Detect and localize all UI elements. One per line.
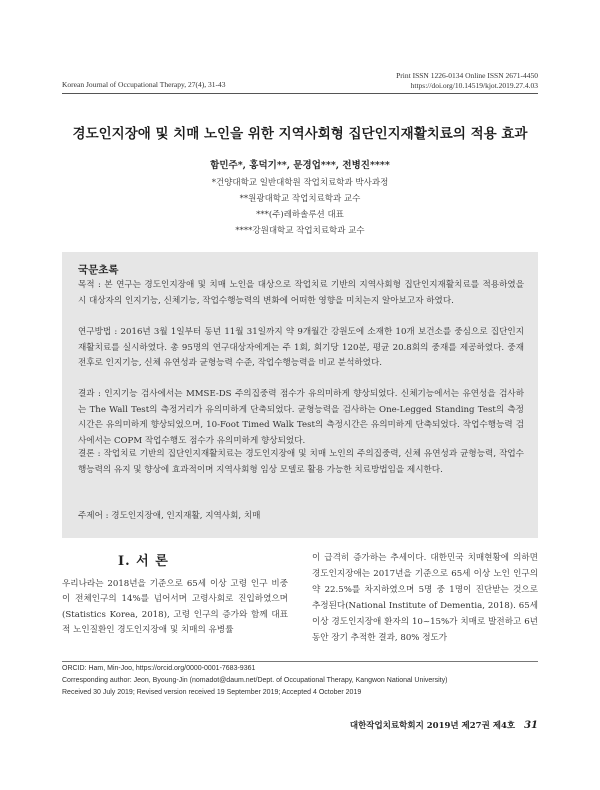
keywords: 주제어 : 경도인지장애, 인지재활, 지역사회, 치매	[78, 511, 261, 521]
affiliation-1: *건양대학교 일반대학원 작업치료학과 박사과정	[211, 178, 389, 188]
paper-title: 경도인지장애 및 치매 노인을 위한 지역사회형 집단인지재활치료의 적용 효과	[72, 126, 528, 142]
intro-right-column: 이 급격히 증가하는 추세이다. 대한민국 치매현황에 의하면 경도인지장애는 2017년을 기준으로 65세 이상 노인 인구의 약 22.5%를 차지하였으며 5명 중 1명이 진단받는 것으로 추정된다(National Institute of Dementia, 2018). 65세 이상 경도인지장애 환자의 10~15%가 치매로 발전하고 6년 동안 장기 추적한 결과, 80% 정도가	[312, 553, 538, 643]
received-dates-footnote: Received 30 July 2019; Revised version received 19 September 2019; Accepted 4 October 2019	[62, 689, 362, 696]
doi-link[interactable]: https://doi.org/10.14519/kjot.2019.27.4.03	[410, 81, 538, 90]
intro-left-column: 우리나라는 2018년을 기준으로 65세 이상 고령 인구 비중이 전체인구의 14%를 넘어서며 고령사회로 진입하였으며(Statistics Korea, 2018), 고령 인구의 증가와 함께 대표적 노인질환인 경도인지장애 및 치매의 유병률	[62, 579, 288, 635]
affiliation-4: ****강원대학교 작업치료학과 교수	[235, 226, 365, 236]
abstract-conclusion: 결론 : 작업치료 기반의 집단인지재활치료는 경도인지장애 및 치매 노인의 주의집중력, 신체 유연성과 균형능력, 작업수행능력의 유지 및 향상에 효과적이며 지역사회형 임상 모델로 활용 가능한 치료방법임을 제시한다.	[78, 449, 524, 475]
journal-citation: Korean Journal of Occupational Therapy, 27(4), 31-43	[62, 80, 226, 89]
affiliation-2: **원광대학교 작업치료학과 교수	[239, 194, 361, 204]
footnote-rule	[62, 661, 538, 662]
issn-doi-block	[396, 71, 538, 91]
affiliation-3: ***(주)레하솔루션 대표	[256, 210, 344, 220]
abstract-method: 연구방법 : 2016년 3월 1일부터 동년 11월 31일까지 약 9개월간 강원도에 소재한 10개 보건소를 중심으로 집단인지재활치료를 실시하였다. 총 95명의 연구대상자에게는 주 1회, 회기당 120분, 평균 20.8회의 중재를 제공하였다. 중재 전후로 인지기능, 신체 유연성과 균형능력 수준, 작업수행능력을 비교 분석하였다.	[78, 327, 524, 369]
author-list: 함민주*, 홍덕기**, 문경업***, 전병진****	[210, 160, 390, 171]
footer-journal-issue: 대한작업치료학회지 2019년 제27권 제4호	[349, 721, 516, 731]
abstract-heading: 국문초록	[78, 264, 119, 276]
orcid-footnote[interactable]: ORCID: Ham, Min-Joo, https://orcid.org/0000-0001-7683-9361	[62, 665, 256, 672]
issn-line: Print ISSN 1226-0134 Online ISSN 2671-4450	[396, 71, 538, 80]
abstract-purpose: 목적 : 본 연구는 경도인지장애 및 치매 노인을 대상으로 작업치료 기반의 지역사회형 집단인지재활치료를 적용하였을 시 대상자의 인지기능, 신체기능, 작업수행능력의 변화에 어떠한 영향을 미치는지 알아보고자 하였다.	[78, 280, 524, 306]
abstract-results: 결과 : 인지기능 검사에서는 MMSE-DS 주의집중력 점수가 유의미하게 향상되었다. 신체기능에서는 유연성을 검사하는 The Wall Test의 측정거리가 유의미하게 단축되었다. 균형능력을 검사하는 One-Legged Standing Test의 측정시간은 유의미하게 향상되었으며, 10-Foot Timed Walk Test의 측정시간은 유의미하게 단축되었다. 작업수행능력 검사에서는 COPM 작업수행도 점수가 유의미하게 향상되었다.	[78, 389, 524, 446]
header-rule	[62, 93, 538, 94]
section-heading: I. 서 론	[118, 554, 169, 569]
page-footer	[350, 719, 538, 731]
corresponding-author-footnote: Corresponding author: Jeon, Byoung-Jin (nomadot@daum.net/Dept. of Occupational Therapy, Kangwon National University)	[62, 677, 448, 684]
page-number: 31	[524, 720, 538, 731]
